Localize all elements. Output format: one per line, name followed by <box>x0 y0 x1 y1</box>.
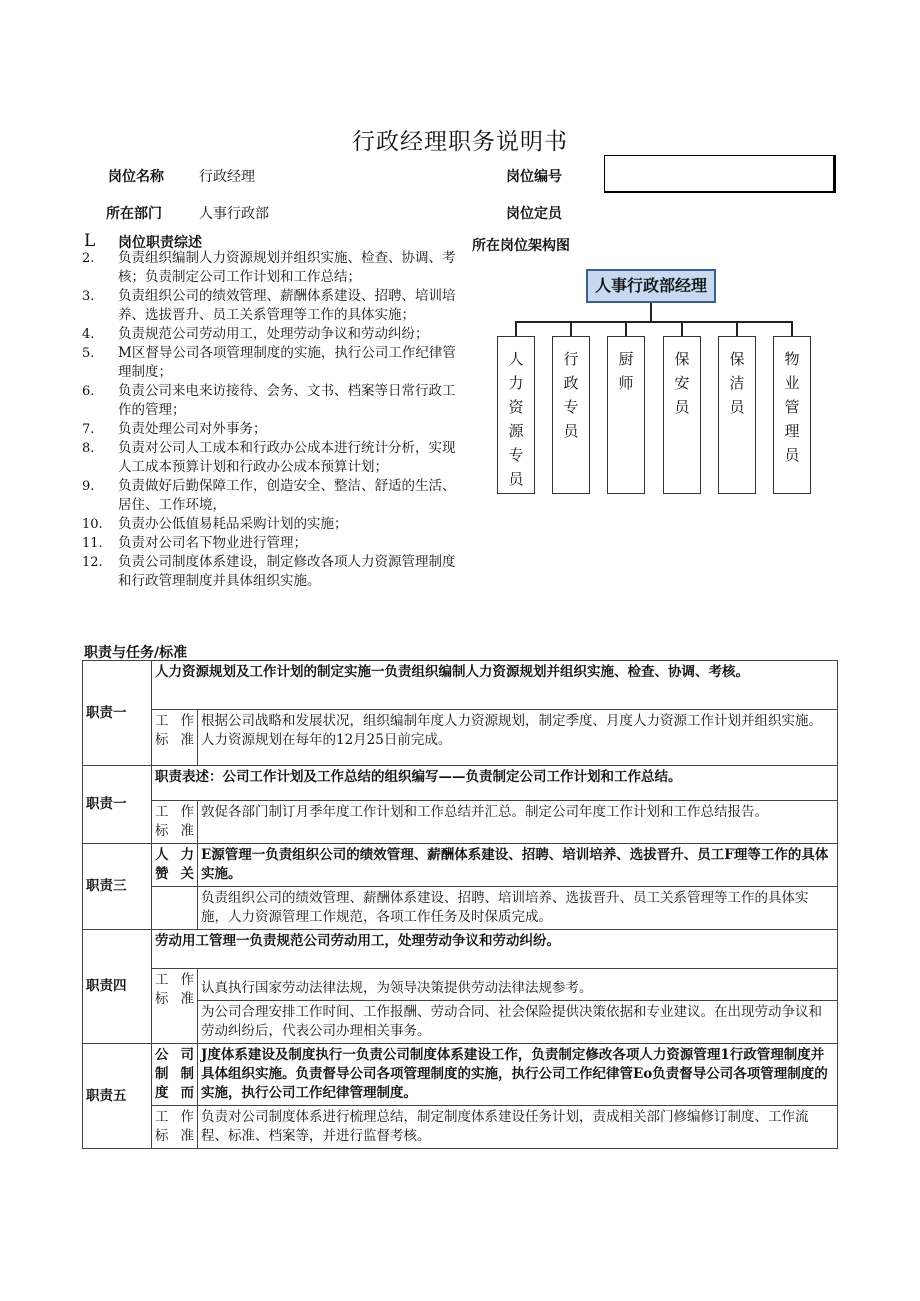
resp-summary: J度体系建设及制度执行一负责公司制度体系建设工作，负责制定修改各项人力资源管理1行政管理制度并具体组织实施。负责督导公司各项管理制度的实施，执行公司工作纪律管Eo负责督导公司各项管理制度的实施，执行公司工作纪律管理制度。 <box>198 1044 838 1106</box>
std-label <box>152 887 198 930</box>
resp-name: 职责一 <box>83 766 152 844</box>
std-text: 认真执行国家劳动法律法规，为领导决策提供劳动法律法规参考。 <box>198 969 838 1001</box>
org-connector <box>570 321 572 336</box>
resp-name: 职责四 <box>83 930 152 1044</box>
org-root-box: 人事行政部经理 <box>586 269 716 303</box>
dept-value: 人事行政部 <box>199 206 269 222</box>
resp-sub-label: 人力赞关 <box>152 844 198 887</box>
table-row <box>83 661 838 710</box>
table-row <box>83 1044 838 1106</box>
resp-section-title: 职责与任务/标准 <box>84 645 188 661</box>
resp-name: 职责一 <box>83 661 152 766</box>
duty-item: 11. 负责对公司名下物业进行管理； <box>82 535 307 551</box>
org-child-box: 保 安 员 <box>663 336 701 494</box>
duty-item: 2. 负责组织编制人力资源规划并组织实施、检查、协调、考核；负责制定公司工作计划和工作总结； <box>82 250 456 285</box>
overview-heading: 岗位职责综述 <box>118 235 202 251</box>
overview-marker: L <box>84 231 96 251</box>
org-connector <box>515 321 517 336</box>
pos-name-value: 行政经理 <box>199 169 255 185</box>
std-text: 为公司合理安排工作时间、工作报酬、劳动合同、社会保险提供决策依据和专业建议。在出现劳动争议和劳动纠纷后，代表公司办理相关事务。 <box>198 1001 838 1044</box>
table-row <box>83 844 838 887</box>
duty-item: 4. 负责规范公司劳动用工，处理劳动争议和劳动纠纷； <box>82 326 429 342</box>
resp-summary: 劳动用工管理一负责规范公司劳动用工，处理劳动争议和劳动纠纷。 <box>152 930 838 969</box>
table-row <box>83 887 838 930</box>
dept-label: 所在部门 <box>106 206 162 222</box>
table-row <box>83 710 838 766</box>
duty-item: 6. 负责公司来电来访接待、会务、文书、档案等日常行政工作的管理； <box>82 383 456 418</box>
org-connector <box>650 303 652 321</box>
org-child-box: 人 力 资 源 专 员 <box>497 336 535 494</box>
resp-name: 职责五 <box>83 1044 152 1149</box>
table-row <box>83 766 838 801</box>
resp-summary: 人力资源规划及工作计划的制定实施一负责组织编制人力资源规划并组织实施、检查、协调、考核。 <box>152 661 838 710</box>
org-child-box: 保 洁 员 <box>718 336 756 494</box>
table-row <box>83 1106 838 1149</box>
duty-item: 5. M区督导公司各项管理制度的实施，执行公司工作纪律管理制度； <box>82 345 456 380</box>
org-chart-title: 所在岗位架构图 <box>472 238 570 254</box>
pos-code-box <box>604 155 836 193</box>
duty-item: 12. 负责公司制度体系建设，制定修改各项人力资源管理制度和行政管理制度并具体组织实施。 <box>82 554 456 589</box>
table-row <box>83 801 838 844</box>
responsibility-table <box>82 660 838 1149</box>
duty-item: 9. 负责做好后勤保障工作，创造安全、整洁、舒适的生活、居住、工作环境， <box>82 478 456 513</box>
std-label: 工作标准 <box>152 969 198 1044</box>
std-text: 根据公司战略和发展状况，组织编制年度人力资源规划，制定季度、月度人力资源工作计划并组织实施。人力资源规划在每年的12月25日前完成。 <box>198 710 838 766</box>
table-row <box>83 930 838 969</box>
org-connector <box>681 321 683 336</box>
resp-summary: 职责表述：公司工作计划及工作总结的组织编写——负责制定公司工作计划和工作总结。 <box>152 766 838 801</box>
std-text: 敦促各部门制订月季年度工作计划和工作总结并汇总。制定公司年度工作计划和工作总结报告。 <box>198 801 838 844</box>
resp-summary: E源管理一负责组织公司的绩效管理、薪酬体系建设、招聘、培训培养、选拔晋升、员工F理等工作的具体实施。 <box>198 844 838 887</box>
org-child-box: 物 业 管 理 员 <box>773 336 811 494</box>
std-text: 负责组织公司的绩效管理、薪酬体系建设、招聘、培训培养、选拔晋升、员工关系管理等工作的具体实施，人力资源管理工作规范，各项工作任务及时保质完成。 <box>198 887 838 930</box>
std-text: 负责对公司制度体系进行梳理总结，制定制度体系建设任务计划，责成相关部门修编修订制度、工作流程、标准、档案等，并进行监督考核。 <box>198 1106 838 1149</box>
duty-list <box>82 249 464 591</box>
staffing-label: 岗位定员 <box>506 206 562 222</box>
resp-sub-label: 公司制制度而 <box>152 1044 198 1106</box>
org-connector <box>791 321 793 336</box>
resp-name: 职责三 <box>83 844 152 930</box>
duty-item: 7. 负责处理公司对外事务； <box>82 421 267 437</box>
org-child-box: 行 政 专 员 <box>552 336 590 494</box>
org-connector <box>625 321 627 336</box>
std-label: 工作标准 <box>152 801 198 844</box>
duty-item: 10. 负责办公低值易耗品采购计划的实施； <box>82 516 348 532</box>
table-row <box>83 969 838 1001</box>
pos-code-label: 岗位编号 <box>506 169 562 185</box>
duty-item: 8. 负责对公司人工成本和行政办公成本进行统计分析，实现人工成本预算计划和行政办公成本预算计划； <box>82 440 456 475</box>
org-connector <box>736 321 738 336</box>
page-title: 行政经理职务说明书 <box>352 129 568 155</box>
org-child-box: 厨 师 <box>607 336 645 494</box>
duty-item: 3. 负责组织公司的绩效管理、薪酬体系建设、招聘、培训培养、选拔晋升、员工关系管理等工作的具体实施； <box>82 288 456 323</box>
org-connector <box>515 321 791 323</box>
std-label: 工作标准 <box>152 1106 198 1149</box>
pos-name-label: 岗位名称 <box>108 169 164 185</box>
std-label: 工作标准 <box>152 710 198 766</box>
